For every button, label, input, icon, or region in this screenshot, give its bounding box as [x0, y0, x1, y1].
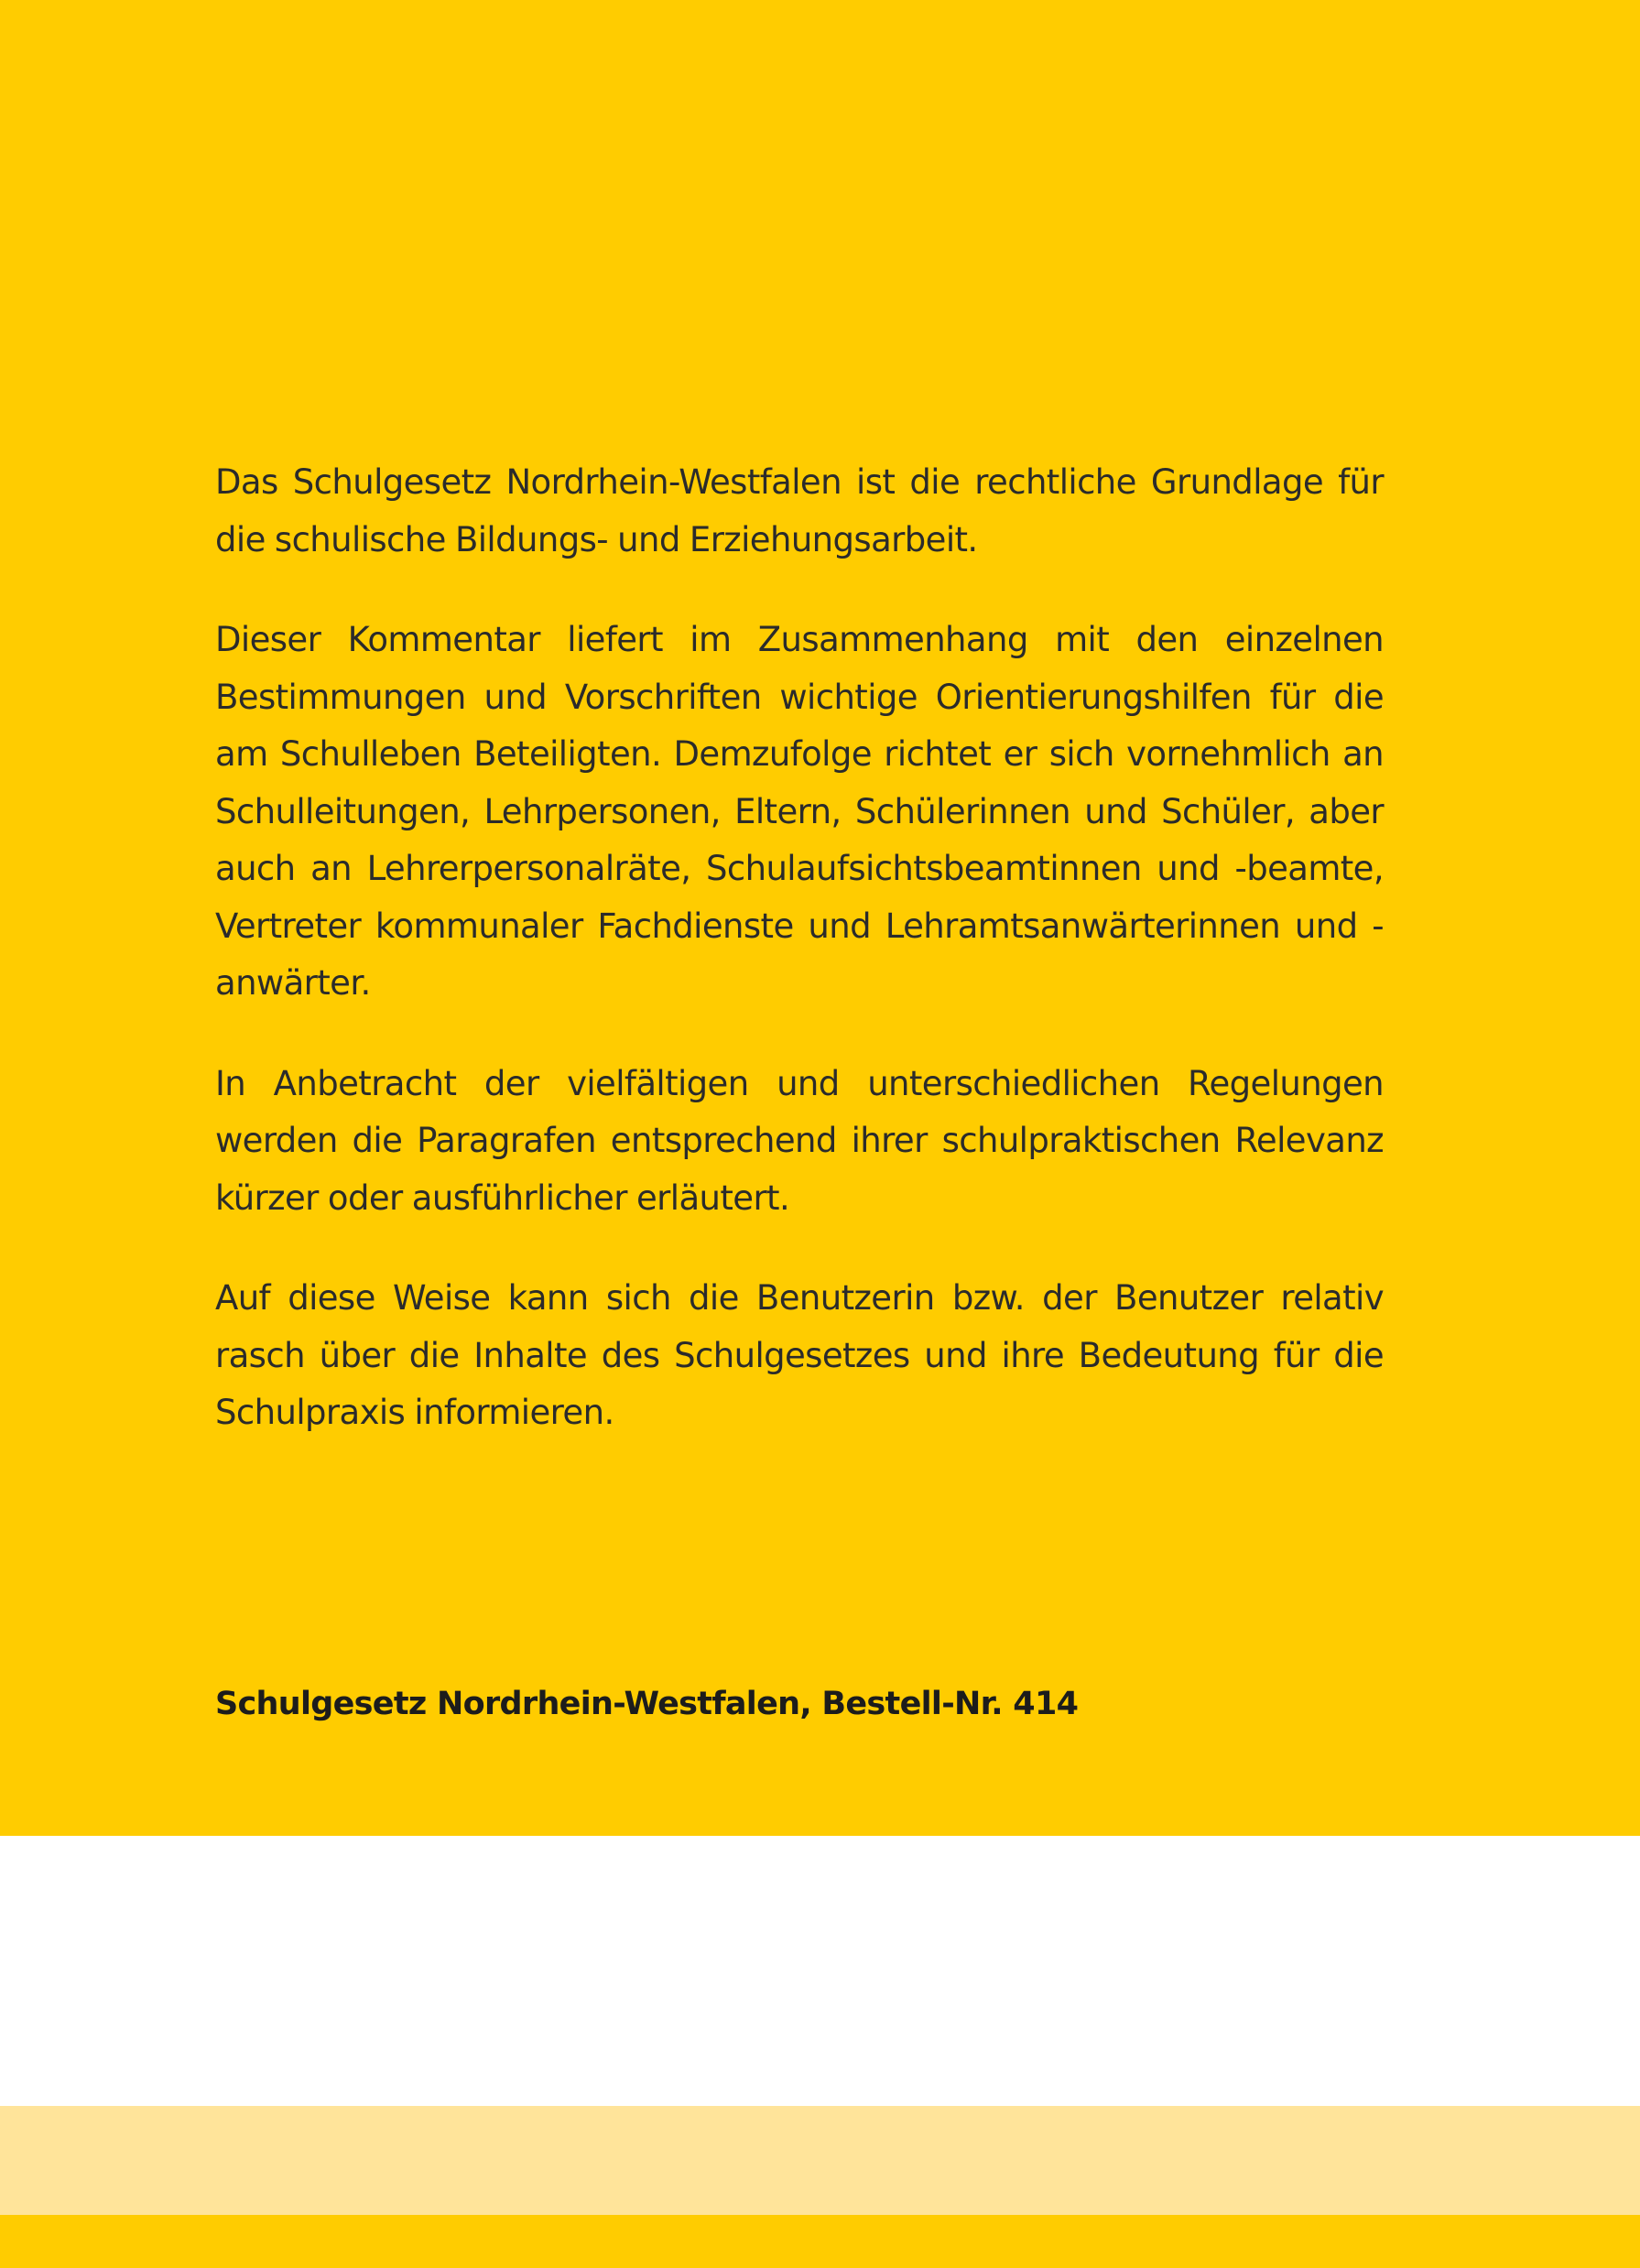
paragraph-regulations: In Anbetracht der vielfältigen und unterschiedlichen Regelungen werden die Paragrafen entsprechend ihrer schulpraktischen Relevanz kürzer oder ausführlicher erläutert.: [215, 1063, 1384, 1218]
description-text: [215, 454, 1384, 1442]
paragraph-intro: Das Schulgesetz Nordrhein-Westfalen ist die rechtliche Grundlage für die schulische Bildungs- und Erziehungsarbeit.: [215, 462, 1384, 559]
paragraph-usage: Auf diese Weise kann sich die Benutzerin bzw. der Benutzer relativ rasch über die Inhalte des Schulgesetzes und ihre Bedeutung für die Schulpraxis informieren.: [215, 1278, 1384, 1432]
paragraph-audience: Dieser Kommentar liefert im Zusammenhang mit den einzelnen Bestimmungen und Vorschriften wichtige Orientierungshilfen für die am Schulleben Beteiligten. Demzufolge richtet er sich vornehmlich an Schulleitungen, Lehrpersonen, Eltern, Schülerinnen und Schüler, aber auch an Lehrerpersonalräte, Schulaufsichtsbeamtinnen und -beamte, Vertreter kommunaler Fachdienste und Lehramtsanwärterinnen und -anwärter.: [215, 620, 1384, 1003]
order-number-line: Schulgesetz Nordrhein-Westfalen, Bestell-Nr. 414: [215, 1686, 1079, 1722]
bottom-yellow-band: [0, 2215, 1640, 2268]
light-yellow-band: [0, 2106, 1640, 2215]
